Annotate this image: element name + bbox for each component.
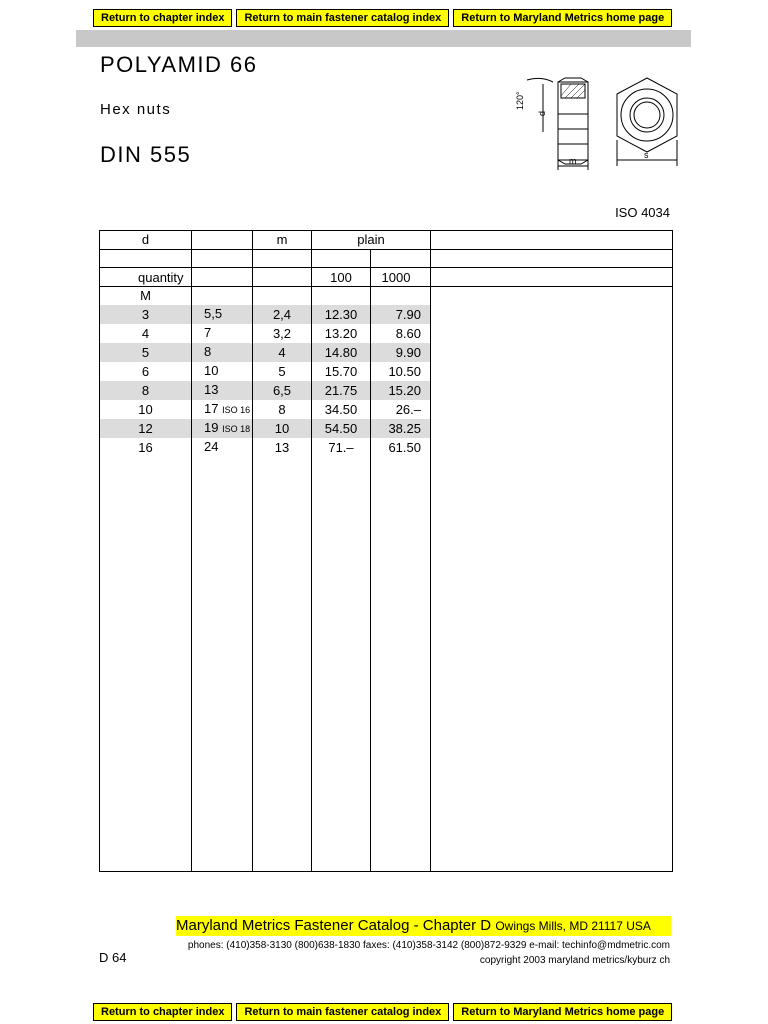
dimensions-price-table xyxy=(99,230,673,872)
cell-price-100: 71.– xyxy=(312,438,371,457)
cell-s: 19 ISO 18 xyxy=(192,419,253,438)
cell-m: 6,5 xyxy=(253,381,312,400)
cell-s: 13 xyxy=(192,381,253,400)
cell-m: 13 xyxy=(253,438,312,457)
cell-price-100: 21.75 xyxy=(312,381,371,400)
cell-s: 8 xyxy=(192,343,253,362)
cell-d: 5 xyxy=(100,343,192,362)
return-to-catalog-index-link[interactable]: Return to main fastener catalog index xyxy=(236,1003,449,1021)
footer-company: Maryland Metrics xyxy=(176,917,291,934)
table-row xyxy=(100,343,673,362)
cell-m: 4 xyxy=(253,343,312,362)
cell-s: 10 xyxy=(192,362,253,381)
return-to-home-page-link[interactable]: Return to Maryland Metrics home page xyxy=(453,1003,672,1021)
return-to-chapter-index-link[interactable]: Return to chapter index xyxy=(93,1003,232,1021)
m-label: M xyxy=(100,287,192,305)
header-m: m xyxy=(253,231,312,250)
cell-m: 8 xyxy=(253,400,312,419)
iso-standard: ISO 4034 xyxy=(615,205,670,220)
cell-price-1000: 26.– xyxy=(371,400,431,419)
cell-s: 5,5 xyxy=(192,305,253,324)
return-to-chapter-index-link[interactable]: Return to chapter index xyxy=(93,9,232,27)
table-header-row xyxy=(100,231,673,250)
header-plain: plain xyxy=(312,231,431,250)
cell-price-1000: 10.50 xyxy=(371,362,431,381)
m-dimension-label: m xyxy=(569,156,577,166)
cell-price-100: 14.80 xyxy=(312,343,371,362)
cell-m: 5 xyxy=(253,362,312,381)
bottom-nav-bar xyxy=(93,1003,672,1021)
cell-price-100: 54.50 xyxy=(312,419,371,438)
product-title: POLYAMID 66 xyxy=(100,52,258,77)
cell-d: 4 xyxy=(100,324,192,343)
hex-nut-drawing xyxy=(493,74,687,172)
header-s xyxy=(192,231,253,250)
m-label-row xyxy=(100,287,673,305)
top-nav-bar xyxy=(93,9,672,27)
footer-catalog: Fastener Catalog - Chapter D xyxy=(294,917,492,934)
page-number: D 64 xyxy=(99,950,127,965)
quantity-1000: 1000 xyxy=(371,268,431,287)
cell-price-100: 13.20 xyxy=(312,324,371,343)
cell-d: 12 xyxy=(100,419,192,438)
header-d: d xyxy=(100,231,192,250)
table-row xyxy=(100,438,673,457)
cell-d: 6 xyxy=(100,362,192,381)
s-dimension-label: s xyxy=(644,150,649,160)
cell-s: 17 ISO 16 xyxy=(192,400,253,419)
footer-copyright: copyright 2003 maryland metrics/kyburz ch xyxy=(479,955,670,966)
cell-price-1000: 61.50 xyxy=(371,438,431,457)
table-spacer-row xyxy=(100,249,673,268)
quantity-100: 100 xyxy=(312,268,371,287)
table-row xyxy=(100,362,673,381)
product-subtitle: Hex nuts xyxy=(100,101,172,118)
footer-location: Owings Mills, MD 21117 USA xyxy=(495,919,651,933)
table-row xyxy=(100,381,673,400)
quantity-row xyxy=(100,268,673,287)
header-band xyxy=(76,30,691,47)
din-standard: DIN 555 xyxy=(100,142,192,167)
cell-d: 16 xyxy=(100,438,192,457)
cell-price-1000: 8.60 xyxy=(371,324,431,343)
cell-price-100: 15.70 xyxy=(312,362,371,381)
return-to-catalog-index-link[interactable]: Return to main fastener catalog index xyxy=(236,9,449,27)
footer-title xyxy=(176,916,671,936)
cell-d: 3 xyxy=(100,305,192,324)
cell-price-1000: 7.90 xyxy=(371,305,431,324)
cell-price-1000: 15.20 xyxy=(371,381,431,400)
cell-s: 24 xyxy=(192,438,253,457)
return-to-home-page-link[interactable]: Return to Maryland Metrics home page xyxy=(453,9,672,27)
quantity-label: quantity xyxy=(100,268,192,287)
cell-s: 7 xyxy=(192,324,253,343)
cell-price-100: 12.30 xyxy=(312,305,371,324)
cell-price-100: 34.50 xyxy=(312,400,371,419)
cell-price-1000: 38.25 xyxy=(371,419,431,438)
d-dimension-label: d xyxy=(537,110,547,116)
cell-price-1000: 9.90 xyxy=(371,343,431,362)
cell-d: 8 xyxy=(100,381,192,400)
table-row xyxy=(100,305,673,324)
table-row xyxy=(100,419,673,438)
table-filler-row xyxy=(100,457,673,872)
cell-d: 10 xyxy=(100,400,192,419)
cell-m: 10 xyxy=(253,419,312,438)
table-row xyxy=(100,400,673,419)
table-row xyxy=(100,324,673,343)
footer-contact: phones: (410)358-3130 (800)638-1830 faxes: (410)358-3142 (800)872-9329 e-mail: techinfo@mdmetric.com xyxy=(187,940,670,951)
cell-m: 3,2 xyxy=(253,324,312,343)
cell-m: 2,4 xyxy=(253,305,312,324)
angle-label: 120° xyxy=(515,91,525,110)
